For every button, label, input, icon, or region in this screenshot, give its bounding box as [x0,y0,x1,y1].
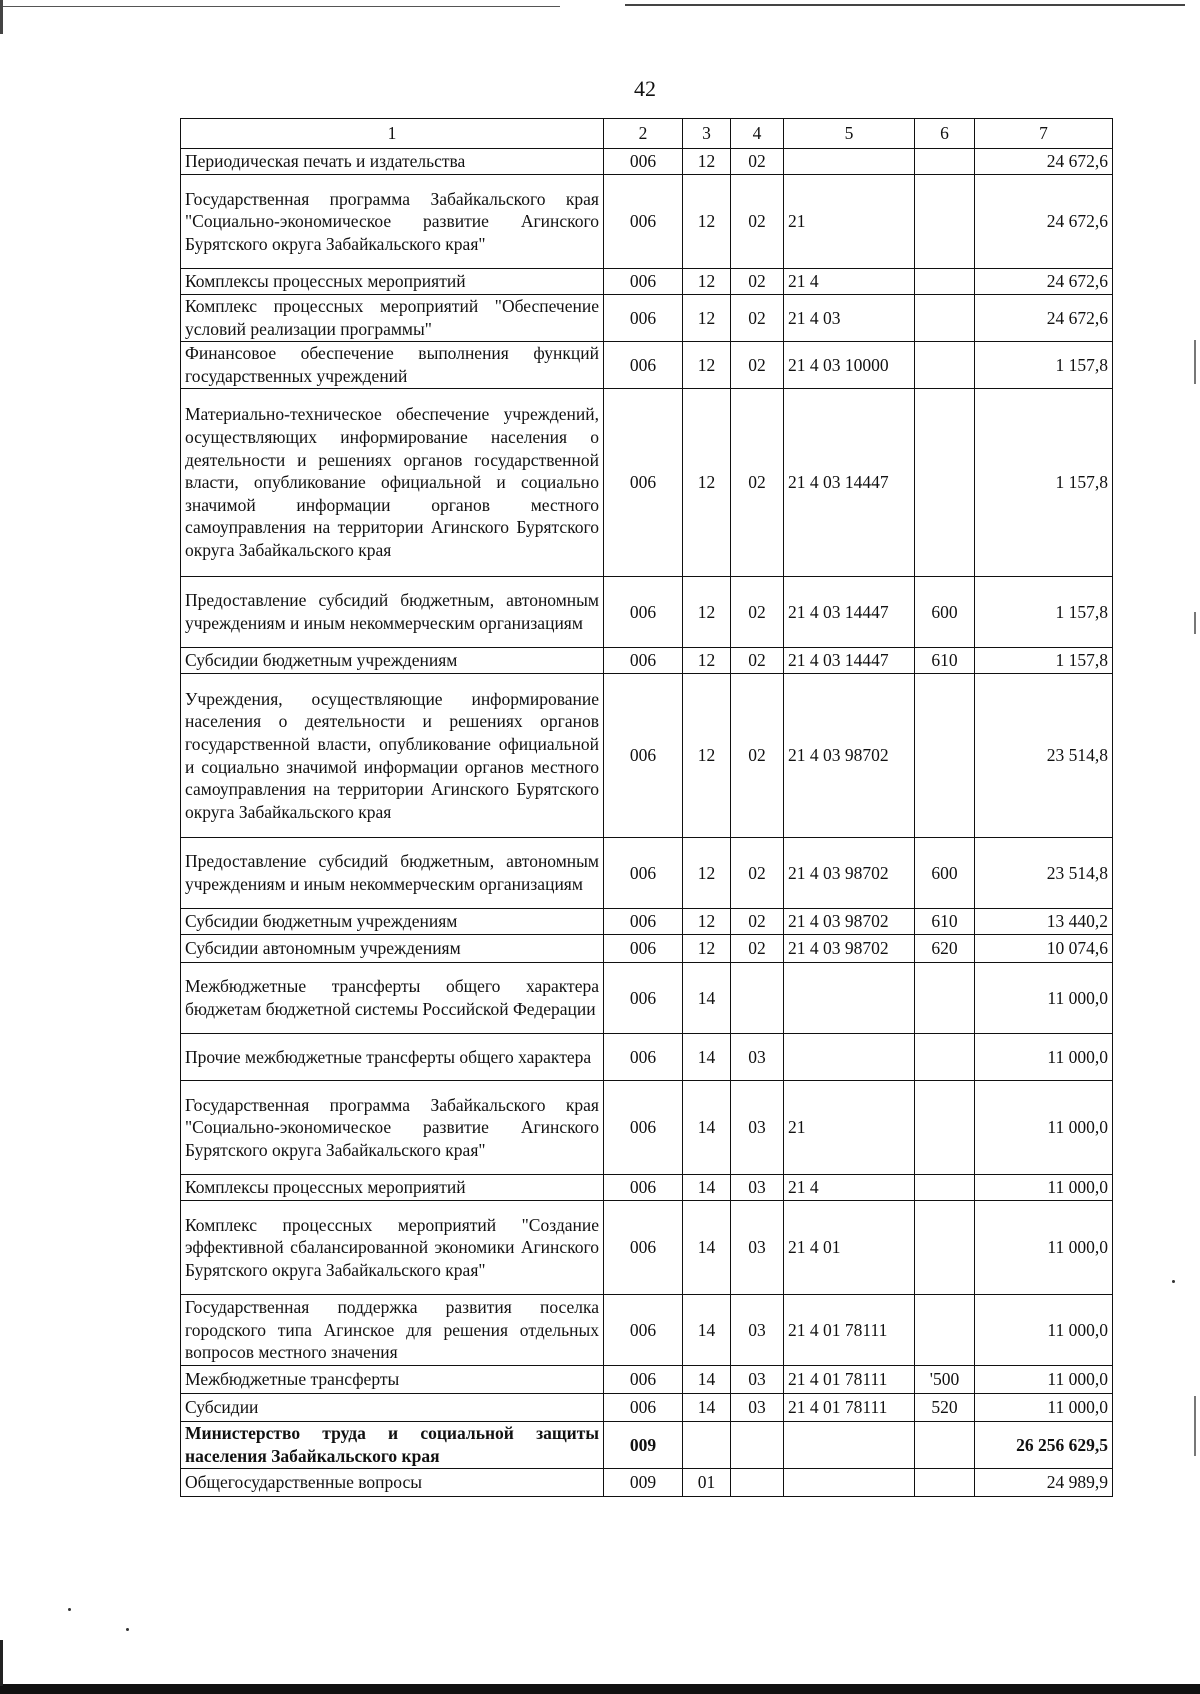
section-code-cell: 12 [683,838,731,909]
table-row [181,648,1113,674]
target-article-cell: 21 4 01 78111 [784,1295,915,1366]
target-article-cell: 21 4 03 98702 [784,909,915,935]
section-code-cell: 12 [683,149,731,175]
subsection-code-cell: 02 [731,935,784,963]
target-article-cell [784,963,915,1034]
amount-cell: 24 672,6 [975,149,1113,175]
column-header: 4 [731,119,784,149]
table-row [181,1081,1113,1175]
target-article-cell: 21 4 01 78111 [784,1394,915,1422]
scan-mark-right [1194,1396,1196,1456]
scan-mark-right [1194,340,1196,384]
subsection-code-cell: 02 [731,909,784,935]
expense-type-cell [915,1295,975,1366]
section-code-cell: 12 [683,674,731,838]
scan-speck [1172,1280,1175,1283]
table-row [181,1394,1113,1422]
table-row [181,674,1113,838]
section-code-cell: 14 [683,1394,731,1422]
column-header: 3 [683,119,731,149]
item-name-cell: Субсидии бюджетным учреждениям [181,909,604,935]
expense-type-cell [915,1469,975,1497]
section-code-cell [683,1422,731,1469]
amount-cell: 11 000,0 [975,963,1113,1034]
scan-edge-left [0,0,3,34]
subsection-code-cell: 03 [731,1295,784,1366]
item-name-cell: Учреждения, осуществляющие информирование населения о деятельности и решениях органов государственной власти, опубликование официальной и социально значимой информации органов местного самоуправления на территории Агинского Бурятского округа Забайкальского края [181,674,604,838]
table-row [181,1201,1113,1295]
amount-cell: 11 000,0 [975,1175,1113,1201]
table-row [181,295,1113,342]
subsection-code-cell: 03 [731,1034,784,1081]
target-article-cell: 21 [784,1081,915,1175]
expense-type-cell [915,1201,975,1295]
expense-type-cell: 610 [915,648,975,674]
item-name-cell: Межбюджетные трансферты общего характера бюджетам бюджетной системы Российской Федерации [181,963,604,1034]
subsection-code-cell: 03 [731,1366,784,1394]
subsection-code-cell [731,963,784,1034]
section-code-cell: 12 [683,648,731,674]
ministry-code-cell: 006 [604,1394,683,1422]
column-header: 5 [784,119,915,149]
ministry-code-cell: 006 [604,1175,683,1201]
target-article-cell: 21 4 03 [784,295,915,342]
target-article-cell: 21 4 03 14447 [784,577,915,648]
section-code-cell: 12 [683,935,731,963]
section-code-cell: 12 [683,269,731,295]
ministry-code-cell: 006 [604,269,683,295]
table-row [181,935,1113,963]
subsection-code-cell: 02 [731,577,784,648]
target-article-cell: 21 4 03 10000 [784,342,915,389]
amount-cell: 11 000,0 [975,1081,1113,1175]
scan-edge-bottom [0,1684,1200,1694]
section-code-cell: 14 [683,1295,731,1366]
section-code-cell: 01 [683,1469,731,1497]
column-header-row [181,119,1113,149]
table-row [181,269,1113,295]
scan-edge-top-right [625,4,1185,6]
ministry-code-cell: 006 [604,909,683,935]
subsection-code-cell [731,1422,784,1469]
ministry-code-cell: 006 [604,1201,683,1295]
item-name-cell: Предоставление субсидий бюджетным, автономным учреждениям и иным некоммерческим организациям [181,577,604,648]
subsection-code-cell: 02 [731,648,784,674]
target-article-cell: 21 4 [784,269,915,295]
table-row [181,175,1113,269]
target-article-cell: 21 4 01 78111 [784,1366,915,1394]
amount-cell: 11 000,0 [975,1394,1113,1422]
amount-cell: 1 157,8 [975,389,1113,577]
column-header: 6 [915,119,975,149]
table-row [181,577,1113,648]
subsection-code-cell: 02 [731,175,784,269]
amount-cell: 23 514,8 [975,674,1113,838]
amount-cell: 1 157,8 [975,577,1113,648]
section-code-cell: 12 [683,577,731,648]
target-article-cell: 21 [784,175,915,269]
section-code-cell: 14 [683,1175,731,1201]
column-header: 7 [975,119,1113,149]
subsection-code-cell: 03 [731,1201,784,1295]
table-row [181,1175,1113,1201]
column-header: 1 [181,119,604,149]
item-name-cell: Финансовое обеспечение выполнения функций государственных учреждений [181,342,604,389]
expense-type-cell: 620 [915,935,975,963]
table-row [181,909,1113,935]
ministry-code-cell: 006 [604,838,683,909]
subsection-code-cell: 02 [731,838,784,909]
table-row [181,1469,1113,1497]
ministry-code-cell: 006 [604,1034,683,1081]
expense-type-cell [915,1034,975,1081]
expense-type-cell [915,342,975,389]
target-article-cell: 21 4 01 [784,1201,915,1295]
ministry-code-cell: 006 [604,342,683,389]
subsection-code-cell: 02 [731,149,784,175]
target-article-cell: 21 4 03 14447 [784,389,915,577]
ministry-code-cell: 006 [604,1081,683,1175]
table-row [181,1034,1113,1081]
section-code-cell: 12 [683,342,731,389]
item-name-cell: Государственная программа Забайкальского края "Социально-экономическое развитие Агинского Бурятского округа Забайкальского края" [181,1081,604,1175]
scan-edge-bottom-left [0,1640,3,1686]
target-article-cell: 21 4 03 98702 [784,838,915,909]
subsection-code-cell [731,1469,784,1497]
table-row [181,1366,1113,1394]
table-body [181,149,1113,1497]
table-row [181,1295,1113,1366]
item-name-cell: Межбюджетные трансферты [181,1366,604,1394]
ministry-code-cell: 006 [604,1295,683,1366]
amount-cell: 1 157,8 [975,648,1113,674]
table-row [181,342,1113,389]
ministry-code-cell: 009 [604,1422,683,1469]
subsection-code-cell: 03 [731,1175,784,1201]
section-code-cell: 14 [683,1366,731,1394]
scan-mark-right [1194,612,1196,634]
section-code-cell: 12 [683,175,731,269]
section-code-cell: 14 [683,1034,731,1081]
scan-speck [68,1608,71,1611]
target-article-cell: 21 4 03 98702 [784,674,915,838]
ministry-code-cell: 006 [604,648,683,674]
ministry-code-cell: 009 [604,1469,683,1497]
target-article-cell: 21 4 03 14447 [784,648,915,674]
item-name-cell: Комплексы процессных мероприятий [181,269,604,295]
table-row [181,1422,1113,1469]
table-row [181,149,1113,175]
subsection-code-cell: 02 [731,389,784,577]
amount-cell: 1 157,8 [975,342,1113,389]
expense-type-cell [915,1175,975,1201]
item-name-cell: Государственная поддержка развития поселка городского типа Агинское для решения отдельных вопросов местного значения [181,1295,604,1366]
item-name-cell: Комплекс процессных мероприятий "Обеспечение условий реализации программы" [181,295,604,342]
expense-type-cell [915,1081,975,1175]
amount-cell: 24 989,9 [975,1469,1113,1497]
expense-type-cell [915,963,975,1034]
target-article-cell: 21 4 03 98702 [784,935,915,963]
section-code-cell: 14 [683,1081,731,1175]
table-row [181,838,1113,909]
subsection-code-cell: 02 [731,674,784,838]
item-name-cell: Субсидии [181,1394,604,1422]
item-name-cell: Министерство труда и социальной защиты населения Забайкальского края [181,1422,604,1469]
item-name-cell: Государственная программа Забайкальского края "Социально-экономическое развитие Агинского Бурятского округа Забайкальского края" [181,175,604,269]
item-name-cell: Прочие межбюджетные трансферты общего характера [181,1034,604,1081]
section-code-cell: 14 [683,963,731,1034]
section-code-cell: 14 [683,1201,731,1295]
subsection-code-cell: 02 [731,295,784,342]
target-article-cell: 21 4 [784,1175,915,1201]
amount-cell: 10 074,6 [975,935,1113,963]
subsection-code-cell: 02 [731,269,784,295]
target-article-cell [784,149,915,175]
ministry-code-cell: 006 [604,935,683,963]
budget-table [180,118,1113,1497]
section-code-cell: 12 [683,909,731,935]
expense-type-cell [915,674,975,838]
expense-type-cell: 600 [915,838,975,909]
ministry-code-cell: 006 [604,389,683,577]
page-number: 42 [634,76,656,101]
amount-cell: 24 672,6 [975,269,1113,295]
ministry-code-cell: 006 [604,577,683,648]
ministry-code-cell: 006 [604,963,683,1034]
target-article-cell [784,1034,915,1081]
section-code-cell: 12 [683,389,731,577]
scan-speck [126,1628,129,1631]
ministry-code-cell: 006 [604,175,683,269]
scan-edge-top-left [0,6,560,7]
expense-type-cell [915,175,975,269]
expense-type-cell [915,269,975,295]
amount-cell: 23 514,8 [975,838,1113,909]
amount-cell: 11 000,0 [975,1366,1113,1394]
item-name-cell: Комплекс процессных мероприятий "Создание эффективной сбалансированной экономики Агинского Бурятского округа Забайкальского края" [181,1201,604,1295]
expense-type-cell [915,295,975,342]
item-name-cell: Комплексы процессных мероприятий [181,1175,604,1201]
expense-type-cell [915,1422,975,1469]
column-header: 2 [604,119,683,149]
table-row [181,389,1113,577]
item-name-cell: Субсидии автономным учреждениям [181,935,604,963]
table-row [181,963,1113,1034]
item-name-cell: Периодическая печать и издательства [181,149,604,175]
amount-cell: 24 672,6 [975,295,1113,342]
item-name-cell: Субсидии бюджетным учреждениям [181,648,604,674]
expense-type-cell: 610 [915,909,975,935]
amount-cell: 24 672,6 [975,175,1113,269]
subsection-code-cell: 03 [731,1394,784,1422]
expense-type-cell: '500 [915,1366,975,1394]
expense-type-cell: 600 [915,577,975,648]
amount-cell: 11 000,0 [975,1034,1113,1081]
ministry-code-cell: 006 [604,149,683,175]
expense-type-cell [915,149,975,175]
expense-type-cell: 520 [915,1394,975,1422]
amount-cell: 11 000,0 [975,1295,1113,1366]
subsection-code-cell: 03 [731,1081,784,1175]
amount-cell: 13 440,2 [975,909,1113,935]
item-name-cell: Предоставление субсидий бюджетным, автономным учреждениям и иным некоммерческим организациям [181,838,604,909]
subsection-code-cell: 02 [731,342,784,389]
expense-type-cell [915,389,975,577]
amount-cell: 11 000,0 [975,1201,1113,1295]
ministry-code-cell: 006 [604,295,683,342]
item-name-cell: Материально-техническое обеспечение учреждений, осуществляющих информирование населения о деятельности и решениях органов государственной власти, опубликование официальной и социально значимой информации органов местного самоуправления на территории Агинского Бурятского округа Забайкальского края [181,389,604,577]
item-name-cell: Общегосударственные вопросы [181,1469,604,1497]
ministry-code-cell: 006 [604,674,683,838]
ministry-code-cell: 006 [604,1366,683,1394]
amount-cell: 26 256 629,5 [975,1422,1113,1469]
target-article-cell [784,1422,915,1469]
section-code-cell: 12 [683,295,731,342]
target-article-cell [784,1469,915,1497]
